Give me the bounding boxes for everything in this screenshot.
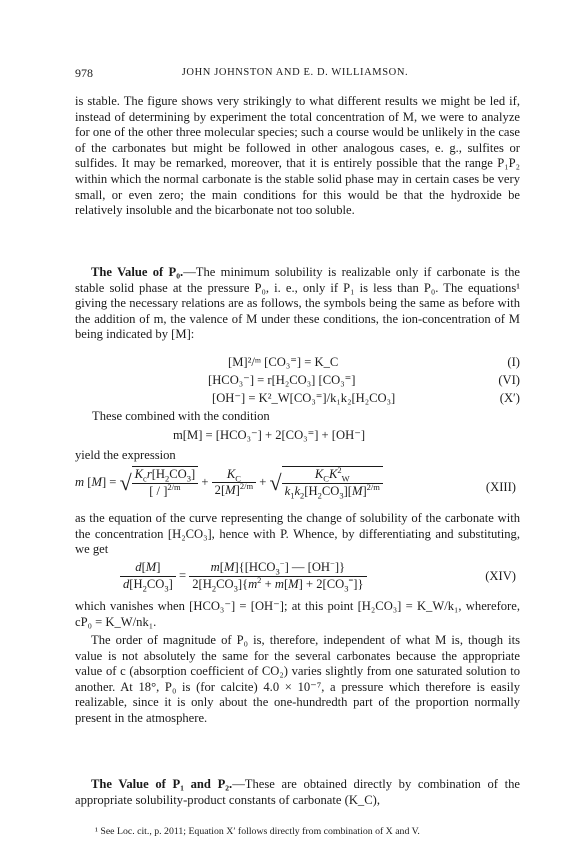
page-number: 978 xyxy=(75,66,93,80)
section-value-p1-p2 xyxy=(75,777,520,808)
equation-X-prime: [OH⁻] = K²_W[CO₃⁼]/k₁k₂[H₂CO₃] xyxy=(212,391,396,405)
section-text-p0: —The minimum solubility is realizable only if carbonate is the stable solid phase at the pressure P₀, i. e., only if P₁ is less than P₀. The equations¹ giving the necessary relations are as follows, the symbols being the same as before with the addition of m, the valence of M under these conditions, the ion-concentration of M being indicated by [M]: xyxy=(75,265,520,342)
section-heading-p1-p2: The Value of P₁ and P₂. xyxy=(91,777,233,791)
equation-XIII: m [M] = √ $\frac{K_cr[H_2CO_3]}{[ / ]^{2/m}}$ + $\frac{K_C}{2[M]^{2/m}}$ + √ $\frac{K_CK^2_W}{k_1k_2[H_2CO_3][M]^{2/m}}$ xyxy=(75,466,383,510)
equation-XIV: $\frac{d[M]}{d[H_2CO_3]}$ = $\frac{m[M]\{[HCO_3^-] — [OH^-]\}}{2[H_2CO_3]\{m^2 + m[M] + 2[CO_3^=]\}}$ xyxy=(120,560,367,592)
paragraph-curve: as the equation of the curve representing the change of solubility of the carbonate with the concentration [H₂CO₃], hence with P. Whence, by differentiating and substituting, we get xyxy=(75,511,520,557)
condition-equation: m[M] = [HCO₃⁻] + 2[CO₃⁼] + [OH⁻] xyxy=(173,428,366,442)
equation-I: [M]²/ᵐ [CO₃⁼] = K_C xyxy=(228,355,339,369)
equation-XIII-number: (XIII) xyxy=(485,480,516,494)
footnote: ¹ See Loc. cit., p. 2011; Equation X′ follows directly from combination of X and V. xyxy=(95,826,420,837)
running-title: JOHN JOHNSTON AND E. D. WILLIAMSON. xyxy=(181,67,409,78)
equation-X-prime-number: (X′) xyxy=(499,391,520,405)
section-heading-p0: The Value of P₀. xyxy=(91,265,184,279)
paragraph-vanishes: which vanishes when [HCO₃⁻] = [OH⁻]; at this point [H₂CO₃] = K_W/k₁, wherefore, cP₀ = K_W/nk₁. xyxy=(75,599,520,629)
equation-VI-number: (VI) xyxy=(498,373,520,387)
paragraph-intro: is stable. The figure shows very strikingly to what different results we might be led if, instead of determining by experiment the total concentration of M, we were to analyze for one of the other three molecular species; such a course would be unlikely in the case of the carbonates but might be followed in other analogous cases, e. g., sulfites or sulfides. It may be remarked, moreover, that it is entirely possible that the range P₁P₂ within which the normal carbonate is the stable solid phase may in certain cases be very small, or even zero; the main conditions for this would be that the hydroxide be relatively insoluble and the bicarbonate not too soluble. xyxy=(75,94,520,218)
section-text-p1-p2: —These are obtained directly by combination of the appropriate solubility-product constants of carbonate (K_C), xyxy=(75,777,520,807)
equation-VI: [HCO₃⁻] = r[H₂CO₃] [CO₃⁼] xyxy=(208,373,356,387)
equation-I-number: (I) xyxy=(507,355,520,369)
equation-XIV-number: (XIV) xyxy=(485,569,516,583)
paragraph-order-magnitude: The order of magnitude of P₀ is, therefore, independent of what M is, though its value is not absolutely the same for the several carbonates because the appropriate value of c (absorption coefficient of CO₂) varies slightly from one saturated solution to another. At 18°, P₀ is (for calcite) 4.0 × 10⁻⁷, a pressure which therefore is easily realizable, since it is only about the one-hundredth part of the proportion normally present in the atmosphere. xyxy=(75,633,520,725)
combined-intro: These combined with the condition xyxy=(92,409,270,423)
yield-text: yield the expression xyxy=(75,448,176,462)
page-header xyxy=(75,66,515,82)
section-value-p0 xyxy=(75,265,520,343)
